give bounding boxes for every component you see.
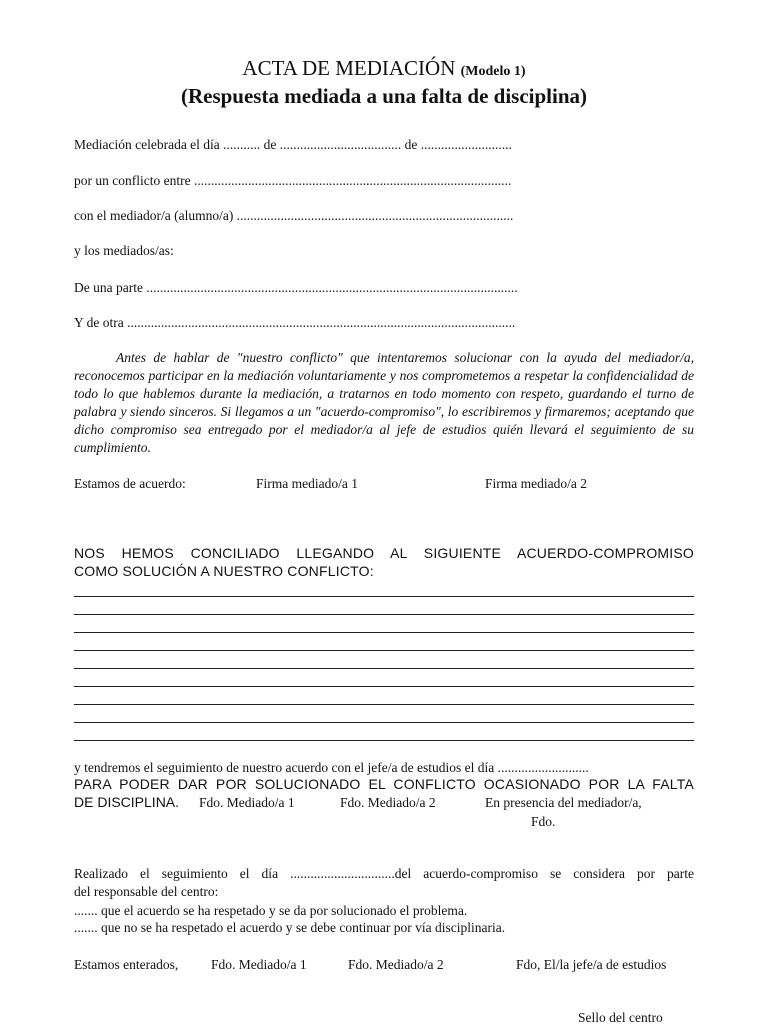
form-line-conflict: por un conflicto entre .............................................................................................. (74, 173, 512, 188)
completion-line1: Realizado el seguimiento el día ...............................del acuerdo-compromiso se considera por parte (74, 866, 694, 881)
writing-line (74, 650, 694, 651)
followup-line: y tendremos el seguimiento de nuestro acuerdo con el jefe/a de estudios el día ........................... (74, 760, 589, 775)
followup-fdo-2: Fdo. Mediado/a 2 (340, 795, 436, 810)
writing-line (74, 722, 694, 723)
form-line-party-one: De una parte .............................................................................................................. (74, 280, 518, 295)
completion-option-2: ....... que no se ha respetado el acuerdo y se debe continuar por vía disciplinaria. (74, 920, 506, 935)
writing-line (74, 740, 694, 741)
followup-caps-line: PARA PODER DAR POR SOLUCIONADO EL CONFLICTO OCASIONADO POR LA FALTA (74, 776, 694, 792)
document-subtitle: (Respuesta mediada a una falta de disciplina) (180, 84, 588, 108)
followup-presence: En presencia del mediador/a, (485, 795, 642, 810)
writing-line (74, 614, 694, 615)
writing-line (74, 632, 694, 633)
agreement-sign-2: Firma mediado/a 2 (485, 476, 587, 491)
form-line-party-two: Y de otra ................................................................................................................... (74, 315, 516, 330)
writing-line (74, 596, 694, 597)
completion-option-1: ....... que el acuerdo se ha respetado y se da por solucionado el problema. (74, 903, 468, 918)
signatures-label: Estamos enterados, (74, 957, 179, 972)
followup-caps-end: DE DISCIPLINA. (74, 794, 180, 810)
title-model: (Modelo 1) (460, 64, 526, 79)
conciliation-heading-line1: NOS HEMOS CONCILIADO LLEGANDO AL SIGUIENTE ACUERDO-COMPROMISO (74, 545, 694, 561)
document-title (0, 56, 768, 81)
form-line-mediated: y los mediados/as: (74, 243, 174, 258)
commitment-text: Antes de hablar de "nuestro conflicto" que intentaremos solucionar con la ayuda del mediador/a, reconocemos participar en la mediación voluntariamente y nos comprometemos a respetar la confidencialidad de todo lo que hablemos durante la mediación, a tratarnos en todo momento con respeto, guardando el turno de palabra y siendo sinceros. Si llegamos a un "acuerdo-compromiso", lo escribiremos y firmaremos; aceptando que dicho compromiso sea entregado por el mediador/a al jefe de estudios quién llevará el seguimiento de su cumplimiento. (74, 350, 694, 455)
completion-line2: del responsable del centro: (74, 884, 219, 899)
conciliation-heading-line2: COMO SOLUCIÓN A NUESTRO CONFLICTO: (74, 563, 374, 579)
signature-head-of-studies: Fdo, El/la jefe/a de estudios (516, 957, 667, 972)
writing-line (74, 704, 694, 705)
writing-line (74, 686, 694, 687)
followup-fdo-1: Fdo. Mediado/a 1 (199, 795, 295, 810)
signature-mediated-2: Fdo. Mediado/a 2 (348, 957, 444, 972)
followup-signature-line (74, 794, 179, 811)
followup-fdo-mediator: Fdo. (531, 814, 556, 829)
title-main: ACTA DE MEDIACIÓN (242, 56, 456, 80)
school-seal-label: Sello del centro (578, 1010, 663, 1025)
signature-mediated-1: Fdo. Mediado/a 1 (211, 957, 307, 972)
writing-line (74, 668, 694, 669)
agreement-sign-1: Firma mediado/a 1 (256, 476, 358, 491)
commitment-paragraph (74, 349, 694, 457)
form-line-date: Mediación celebrada el día ........... de .................................... de ........................... (74, 137, 512, 152)
agreement-label: Estamos de acuerdo: (74, 476, 186, 491)
form-line-mediator: con el mediador/a (alumno/a) .................................................................................. (74, 208, 514, 223)
